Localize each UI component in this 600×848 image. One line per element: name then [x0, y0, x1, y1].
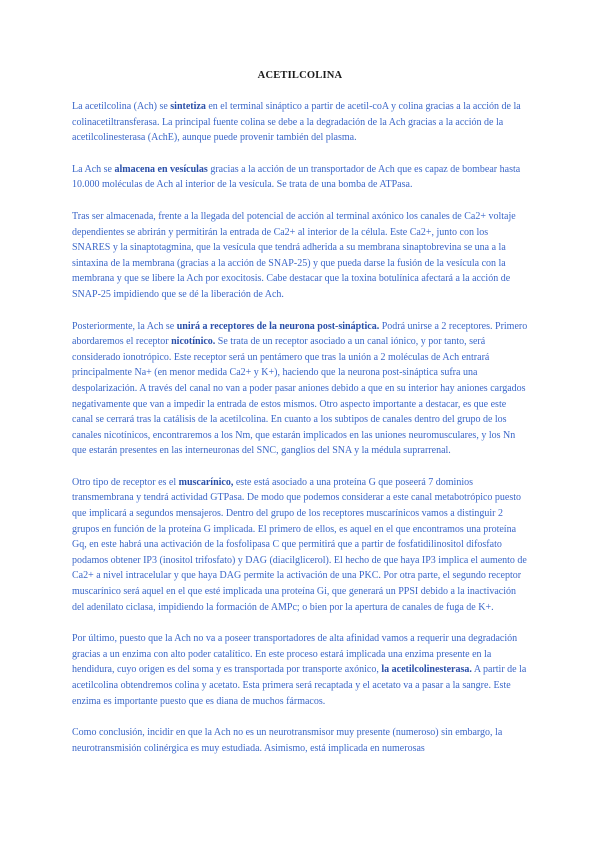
- paragraph: [72, 725, 528, 756]
- paragraph: [72, 319, 528, 459]
- bold-term: sintetiza: [170, 101, 206, 112]
- text-run: en el terminal sináptico a partir de acetil-coA y colina gracias a la acción de la colinacetiltransferasa. La principal fuente colina se debe a la degradación de la Ach gracias a la acción de la acetilcolinesterasa (AchE), aunque puede provenir también del plasma.: [72, 101, 521, 144]
- paragraph: [72, 475, 528, 615]
- text-run: Se trata de un receptor asociado a un canal iónico, y por tanto, será considerado ionotrópico. Este receptor será un pentámero que tras la unión a 2 moléculas de Ach entrará principalmente Na+ (en menor medida Ca2+ y K+), haciendo que la neurona post-sináptica sufra una despolarización. A través del canal no van a poder pasar aniones debido a que en su interior hay aniones cargados negativamente que van a impedir la entrada de estos mismos. Otro aspecto importante a destacar, es que este canal se cerrará tras la catálisis de la acetilcolina. En cuanto a los subtipos de canales dentro del grupo de los canales nicotínicos, encontraremos a los Nm, que estarán implicados en las uniones neuromusculares, y los Nn que estarán presentes en las interneuronas del SNC, ganglios del SNA y la médula suprarrenal.: [72, 336, 526, 457]
- document-title: ACETILCOLINA: [257, 70, 343, 81]
- bold-term: unirá a receptores de la neurona post-sináptica.: [176, 320, 380, 332]
- text-run: este está asociado a una proteína G que poseerá 7 dominios transmembrana y tendrá actividad GTPasa. De modo que podemos considerar a este canal metabotrópico puesto que implicará a segundos mensajeros. Dentro del grupo de los receptores muscarínicos vamos a distinguir 2 grupos en función de la proteína G implicada. El primero de ellos, es aquel en el que encontramos una proteína Gq, en este habrá una activación de la fosfolipasa C que permitirá que a partir de fosfatidilinositol difosfato podamos obtener IP3 (inositol trifosfato) y DAG (diacilglicerol). El hecho de que haya IP3 implica el aumento de Ca2+ a nivel intracelular y que haya DAG permite la activación de una PKC. Por otra parte, el segundo receptor muscarínico será aquel en el que esté implicada una proteína Gi, que generará un PPSI debido a la inactivación del adenilato ciclasa, impidiendo la formación de AMPc; o bien por la apertura de canales de fuga de K+.: [72, 476, 527, 613]
- paragraph: [72, 162, 528, 193]
- text-run: Tras ser almacenada, frente a la llegada del potencial de acción al terminal axónico los canales de Ca2+ voltaje dependientes se abrirán y permitirán la entrada de Ca2+ al interior de la célula. Este Ca2+, junto con los SNARES y la sinaptotagmina, que la vesícula que tendrá adherida a su membrana sinaptobrevina se una a la sintaxina de la membrana (gracias a la acción de SNAP-25) y que pueda darse la fusión de la vesícula con la membrana y que se libere la Ach por exocitosis. Cabe destacar que la toxina botulínica afectará a la acción de SNAP-25 impidiendo que se dé la liberación de Ach.: [72, 210, 516, 300]
- bold-term: almacena en vesículas: [114, 163, 208, 175]
- text-run: Posteriormente, la Ach se: [72, 320, 177, 332]
- document-body: [72, 99, 528, 756]
- bold-term: muscarínico,: [178, 476, 234, 488]
- text-run: Podrá unirse a 2 receptores. Primero abordaremos el receptor: [72, 320, 528, 348]
- text-run: gracias a la acción de un transportador de Ach que es capaz de bombear hasta 10.000 moléculas de Ach al interior de la vesícula. Se trata de una bomba de ATPasa.: [72, 163, 521, 191]
- text-run: Otro tipo de receptor es el: [72, 476, 179, 488]
- paragraph: [72, 631, 528, 709]
- text-run: A partir de la acetilcolina obtendremos colina y acetato. Esta primera será recaptada y el acetato va a pasar a la sangre. Este enzima es importante puesto que es diana de muchos fármacos.: [72, 664, 527, 707]
- text-run: La Ach se: [72, 163, 115, 175]
- text-run: Por último, puesto que la Ach no va a poseer transportadores de alta afinidad vamos a requerir una degradación gracias a un enzima con alto poder catalítico. En este proceso estará implicada una enzima presente en la hendidura, cuyo origen es del soma y es transportada por transporte axónico,: [72, 633, 518, 676]
- bold-term: la acetilcolinesterasa.: [381, 664, 472, 676]
- paragraph: [72, 209, 528, 303]
- bold-term: nicotínico.: [171, 336, 216, 348]
- text-run: Como conclusión, incidir en que la Ach no es un neurotransmisor muy presente (numeroso) sin embargo, la neurotransmisión colinérgica es muy estudiada. Asimismo, está implicada en numerosas: [72, 727, 503, 754]
- text-run: La acetilcolina (Ach) se: [72, 101, 171, 112]
- paragraph: [72, 99, 528, 146]
